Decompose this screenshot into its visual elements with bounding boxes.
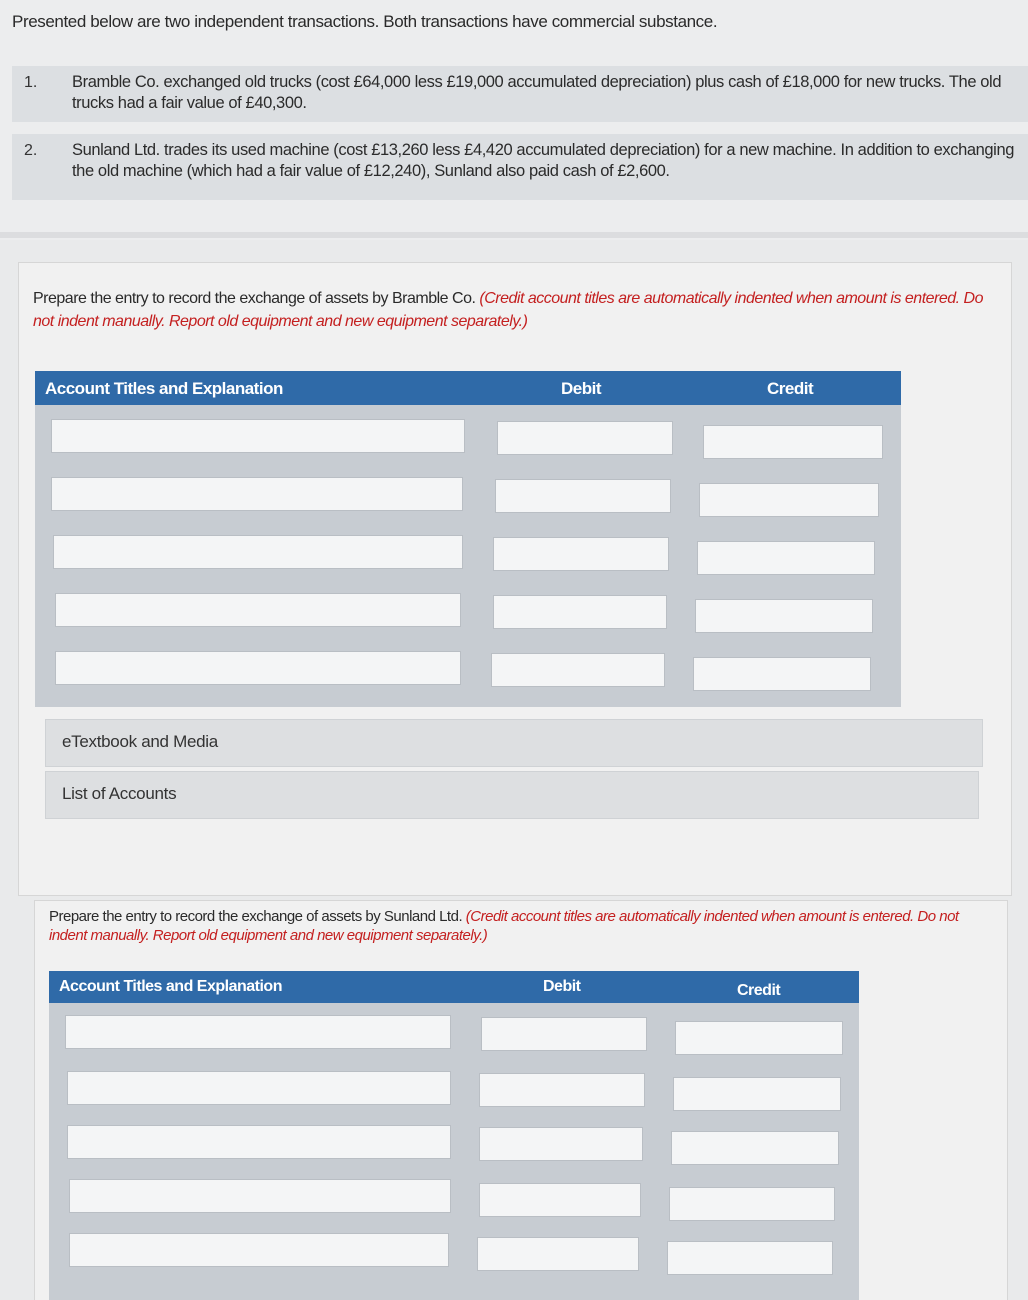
transaction-number: 1. <box>24 74 38 91</box>
account-title-field[interactable] <box>68 1072 450 1104</box>
credit-input[interactable] <box>693 657 871 691</box>
prompt-note: (Credit account titles are automatically indented when amount is entered. Do not indent manually. Report old equipment and new equipment separately.) <box>33 290 983 330</box>
account-title-input[interactable] <box>69 1179 451 1213</box>
credit-field[interactable] <box>704 426 882 458</box>
credit-field[interactable] <box>668 1242 832 1274</box>
account-title-input[interactable] <box>67 1125 451 1159</box>
divider <box>0 232 1028 238</box>
account-title-field[interactable] <box>70 1180 450 1212</box>
debit-input[interactable] <box>497 421 673 455</box>
table-header <box>35 371 901 405</box>
debit-field[interactable] <box>478 1238 638 1270</box>
transaction-1 <box>12 66 1028 122</box>
debit-field[interactable] <box>482 1018 646 1050</box>
etextbook-label: eTextbook and Media <box>62 732 218 751</box>
credit-field[interactable] <box>670 1188 834 1220</box>
debit-field[interactable] <box>480 1074 644 1106</box>
credit-column-header: Credit <box>767 379 814 398</box>
journal-table-sunland <box>49 971 859 1300</box>
prompt-text: Prepare the entry to record the exchange of assets by Bramble Co. <box>33 290 476 307</box>
account-title-field[interactable] <box>56 594 460 626</box>
debit-input[interactable] <box>479 1183 641 1217</box>
credit-input[interactable] <box>667 1241 833 1275</box>
debit-input[interactable] <box>481 1017 647 1051</box>
debit-field[interactable] <box>492 654 664 686</box>
credit-input[interactable] <box>699 483 879 517</box>
debit-input[interactable] <box>493 595 667 629</box>
transaction-number: 2. <box>24 142 38 159</box>
account-title-input[interactable] <box>67 1071 451 1105</box>
transaction-2 <box>12 134 1028 200</box>
debit-input[interactable] <box>493 537 669 571</box>
prompt-note: (Credit account titles are automatically indented when amount is entered. Do not indent manually. Report old equipment and new equipment separately.) <box>49 908 959 944</box>
transaction-text: Bramble Co. exchanged old trucks (cost £64,000 less £19,000 accumulated depreciation) plus cash of £18,000 for new trucks. The old trucks had a fair value of £40,300. <box>72 73 1002 112</box>
account-title-field[interactable] <box>68 1126 450 1158</box>
debit-input[interactable] <box>477 1237 639 1271</box>
sunland-entry-card <box>34 900 1008 1300</box>
debit-input[interactable] <box>495 479 671 513</box>
credit-input[interactable] <box>697 541 875 575</box>
debit-field[interactable] <box>494 596 666 628</box>
account-title-field[interactable] <box>54 536 462 568</box>
account-column-header: Account Titles and Explanation <box>59 978 282 995</box>
debit-input[interactable] <box>479 1073 645 1107</box>
prompt-text: Prepare the entry to record the exchange of assets by Sunland Ltd. <box>49 908 463 925</box>
credit-input[interactable] <box>671 1131 839 1165</box>
account-title-field[interactable] <box>56 652 460 684</box>
debit-field[interactable] <box>494 538 668 570</box>
account-title-input[interactable] <box>51 477 463 511</box>
account-title-input[interactable] <box>53 535 463 569</box>
sunland-prompt <box>49 907 979 945</box>
credit-field[interactable] <box>672 1132 838 1164</box>
account-title-input[interactable] <box>51 419 465 453</box>
debit-field[interactable] <box>496 480 670 512</box>
debit-field[interactable] <box>498 422 672 454</box>
debit-input[interactable] <box>491 653 665 687</box>
account-title-field[interactable] <box>70 1234 448 1266</box>
credit-column-header: Credit <box>737 982 781 999</box>
account-title-input[interactable] <box>55 593 461 627</box>
account-title-field[interactable] <box>52 478 462 510</box>
list-of-accounts-link[interactable] <box>45 771 979 819</box>
account-title-input[interactable] <box>55 651 461 685</box>
bramble-prompt <box>33 287 1003 333</box>
debit-input[interactable] <box>479 1127 643 1161</box>
credit-input[interactable] <box>675 1021 843 1055</box>
table-header <box>49 971 859 1003</box>
account-title-input[interactable] <box>65 1015 451 1049</box>
debit-field[interactable] <box>480 1184 640 1216</box>
journal-table-bramble <box>35 371 901 707</box>
etextbook-media-link[interactable] <box>45 719 983 767</box>
credit-field[interactable] <box>674 1078 840 1110</box>
transaction-text: Sunland Ltd. trades its used machine (cost £13,260 less £4,420 accumulated depreciation) for a new machine. In addition to exchanging the old machine (which had a fair value of £12,240), Sunland also paid cash of £2,600. <box>72 141 1015 180</box>
problem-statement <box>0 0 1028 240</box>
credit-field[interactable] <box>696 600 872 632</box>
credit-input[interactable] <box>669 1187 835 1221</box>
debit-column-header: Debit <box>543 978 581 995</box>
credit-field[interactable] <box>676 1022 842 1054</box>
account-title-field[interactable] <box>66 1016 450 1048</box>
account-title-input[interactable] <box>69 1233 449 1267</box>
account-title-field[interactable] <box>52 420 464 452</box>
credit-field[interactable] <box>694 658 870 690</box>
credit-field[interactable] <box>698 542 874 574</box>
credit-input[interactable] <box>703 425 883 459</box>
credit-input[interactable] <box>673 1077 841 1111</box>
credit-input[interactable] <box>695 599 873 633</box>
debit-field[interactable] <box>480 1128 642 1160</box>
debit-column-header: Debit <box>561 379 601 398</box>
account-column-header: Account Titles and Explanation <box>45 379 283 398</box>
bramble-entry-card <box>18 262 1012 896</box>
credit-field[interactable] <box>700 484 878 516</box>
list-of-accounts-label: List of Accounts <box>62 784 177 803</box>
intro-text: Presented below are two independent transactions. Both transactions have commercial substance. <box>12 12 718 31</box>
